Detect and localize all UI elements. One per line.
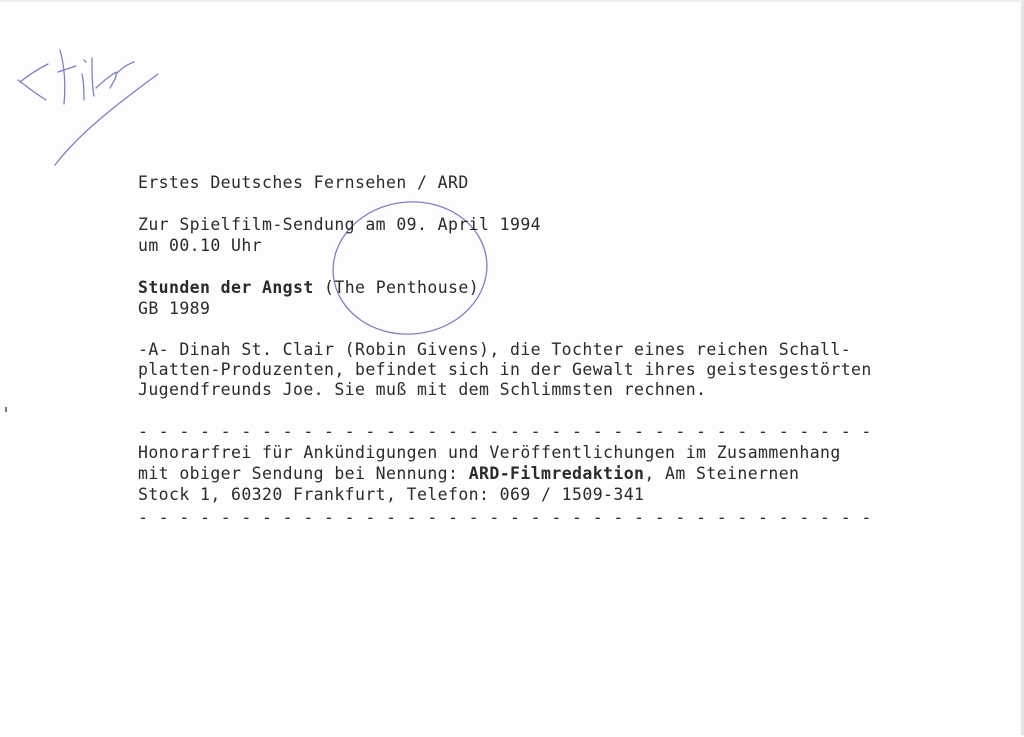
film-origin-line: GB 1989 <box>138 299 211 318</box>
handwritten-film-mark <box>18 50 134 104</box>
notice-line-1: Honorarfrei für Ankündigungen und Veröffentlichungen im Zusammenhang <box>138 443 841 462</box>
notice-contact-name: ARD-Filmredaktion <box>468 464 645 483</box>
film-title-german: Stunden der Angst <box>138 278 314 297</box>
film-title-line <box>138 278 479 298</box>
notice-line-3: Stock 1, 60320 Frankfurt, Telefon: 069 / 1509-341 <box>138 485 645 504</box>
broadcaster-line: Erstes Deutsches Fernsehen / ARD <box>138 173 469 192</box>
synopsis-line-2: platten-Produzenten, befindet sich in der Gewalt ihres geistesgestörten <box>138 360 872 379</box>
synopsis-line-3: Jugendfreunds Joe. Sie muß mit dem Schlimmsten rechnen. <box>138 380 707 399</box>
film-title-original: (The Penthouse) <box>313 278 480 297</box>
airing-date-line: Zur Spielfilm-Sendung am 09. April 1994 <box>138 215 542 234</box>
notice-line-2-pre: mit obiger Sendung bei Nennung: <box>138 464 469 483</box>
synopsis-line-1: -A- Dinah St. Clair (Robin Givens), die Tochter eines reichen Schall- <box>138 340 852 359</box>
notice-line-2 <box>138 464 799 484</box>
scan-speck <box>5 407 7 412</box>
separator-bottom: - - - - - - - - - - - - - - - - - - - - - - - - - - - - - - - - - - - - <box>138 508 872 527</box>
notice-line-2-post: , Am Steinernen <box>644 464 800 483</box>
separator-top: - - - - - - - - - - - - - - - - - - - - - - - - - - - - - - - - - - - - <box>138 422 872 441</box>
airing-time-line: um 00.10 Uhr <box>138 236 263 255</box>
handwritten-slash <box>55 74 158 165</box>
